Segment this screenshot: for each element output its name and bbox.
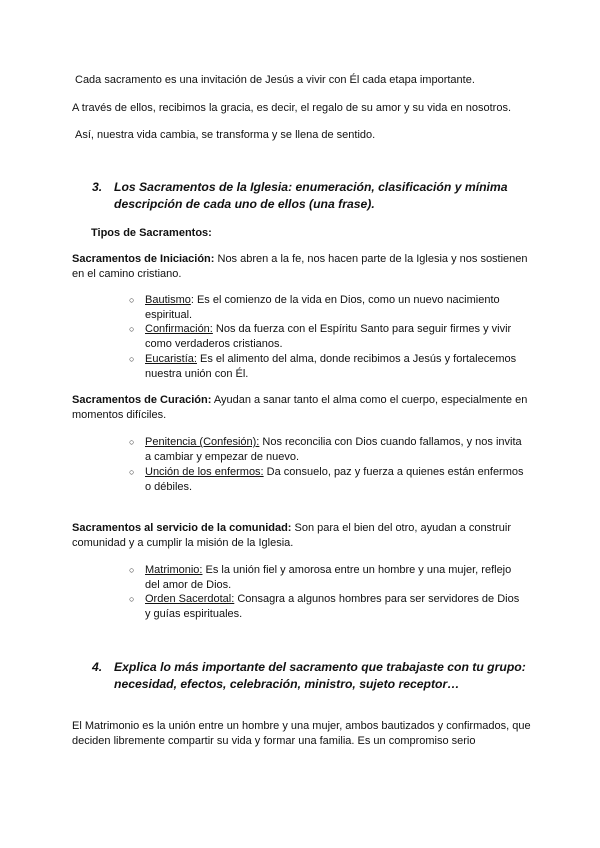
section-4-number: 4.	[92, 660, 103, 674]
item-text: Nos reconcilia con Dios cuando fallamos, y nos invita a cambiar y empezar de nuevo.	[145, 436, 522, 463]
item-text: Es el alimento del alma, donde recibimos a Jesús y fortalecemos nuestra unión con Él.	[145, 353, 517, 380]
list-item-eucaristia	[145, 352, 525, 382]
item-name: Unción de los enfermos:	[145, 466, 264, 478]
group-servicio-description: Son para el bien del otro, ayudan a construir comunidad y a cumplir la misión de la Iglesia.	[72, 522, 512, 549]
item-name: Orden Sacerdotal:	[145, 593, 235, 605]
section-3-number: 3.	[92, 180, 103, 194]
list-bullet: ○	[129, 295, 135, 305]
intro-line-3: Así, nuestra vida cambia, se transforma y se llena de sentido.	[75, 129, 376, 141]
group-iniciacion-paragraph	[72, 252, 532, 282]
item-text: Nos da fuerza con el Espíritu Santo para seguir firmes y vivir como verdaderos cristianos.	[145, 323, 512, 350]
list-item-bautismo	[145, 293, 525, 323]
group-curacion-description: Ayudan a sanar tanto el alma como el cuerpo, especialmente en momentos difíciles.	[72, 394, 528, 421]
list-item-orden-sacerdotal	[145, 592, 525, 622]
item-text: : Es el comienzo de la vida en Dios, como un nuevo nacimiento espiritual.	[145, 294, 500, 321]
closing-paragraph: El Matrimonio es la unión entre un hombre y una mujer, ambos bautizados y confirmados, que deciden libremente compartir su vida y formar una familia. Es un compromiso serio	[72, 720, 531, 747]
list-bullet: ○	[129, 467, 135, 477]
group-servicio-title: Sacramentos al servicio de la comunidad:	[72, 522, 292, 534]
list-bullet: ○	[129, 594, 135, 604]
item-name: Eucaristía:	[145, 353, 197, 365]
item-name: Confirmación:	[145, 323, 213, 335]
section-4-title: Explica lo más importante del sacramento que trabajaste con tu grupo: necesidad, efectos, celebración, ministro, sujeto receptor…	[114, 660, 526, 691]
list-bullet: ○	[129, 354, 135, 364]
item-text: Es la unión fiel y amorosa entre un hombre y una mujer, reflejo del amor de Dios.	[145, 564, 512, 591]
tipos-label: Tipos de Sacramentos:	[91, 227, 212, 239]
list-item-confirmacion	[145, 322, 525, 352]
list-bullet: ○	[129, 565, 135, 575]
group-iniciacion-description: Nos abren a la fe, nos hacen parte de la Iglesia y nos sostienen en el camino cristiano.	[72, 253, 528, 280]
list-item-uncion	[145, 465, 525, 495]
list-bullet: ○	[129, 437, 135, 447]
intro-line-2: A través de ellos, recibimos la gracia, es decir, el regalo de su amor y su vida en nosotros.	[72, 102, 511, 114]
list-item-penitencia	[145, 435, 525, 465]
item-name: Matrimonio:	[145, 564, 203, 576]
list-item-matrimonio	[145, 563, 525, 593]
intro-line-1: Cada sacramento es una invitación de Jesús a vivir con Él cada etapa importante.	[75, 74, 475, 86]
group-iniciacion-title: Sacramentos de Iniciación:	[72, 253, 215, 265]
section-3-title: Los Sacramentos de la Iglesia: enumeración, clasificación y mínima descripción de cada uno de ellos (una frase).	[114, 180, 508, 211]
group-curacion-title: Sacramentos de Curación:	[72, 394, 212, 406]
group-curacion-paragraph	[72, 393, 532, 423]
item-text: Da consuelo, paz y fuerza a quienes están enfermos o débiles.	[145, 466, 524, 493]
group-servicio-paragraph	[72, 521, 532, 551]
item-name: Bautismo	[145, 294, 191, 306]
item-text: Consagra a algunos hombres para ser servidores de Dios y guías espirituales.	[145, 593, 520, 620]
item-name: Penitencia (Confesión):	[145, 436, 260, 448]
list-bullet: ○	[129, 324, 135, 334]
